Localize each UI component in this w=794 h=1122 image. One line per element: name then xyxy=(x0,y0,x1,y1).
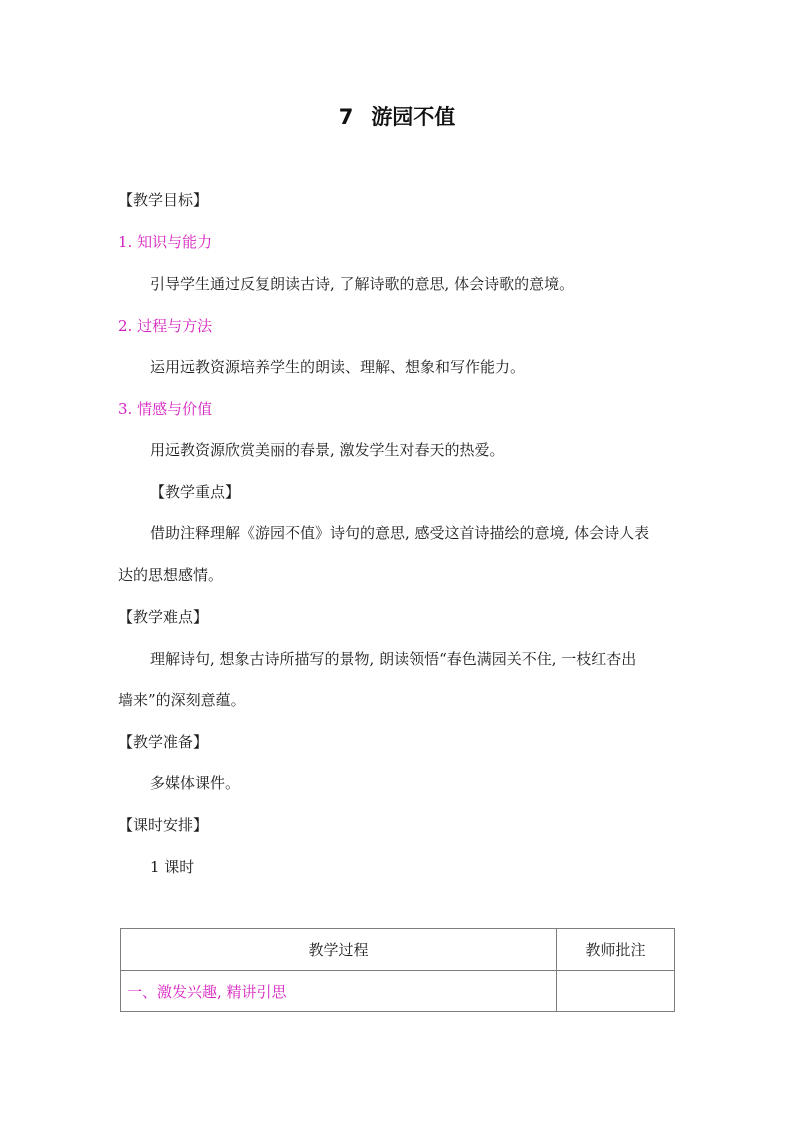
key-points-heading: 【教学重点】 xyxy=(150,483,241,501)
objectives-heading: 【教学目标】 xyxy=(118,191,209,209)
objective-3-title: 3. 情感与价值 xyxy=(118,400,213,418)
difficulties-text-line2: 墙来”的深刻意蕴。 xyxy=(118,691,246,709)
difficulties-heading: 【教学难点】 xyxy=(118,608,209,626)
schedule-text: 1 课时 xyxy=(150,858,195,876)
preparation-heading: 【教学准备】 xyxy=(118,733,209,751)
table-cell-step: 一、激发兴趣, 精讲引思 xyxy=(121,971,557,1012)
table-header-process: 教学过程 xyxy=(121,929,557,971)
difficulties-text-line1: 理解诗句, 想象古诗所描写的景物, 朗读领悟“春色满园关不住, 一枝红杏出 xyxy=(150,650,637,668)
objective-2-title: 2. 过程与方法 xyxy=(118,317,213,335)
lesson-title: 游园不值 xyxy=(371,105,456,129)
objective-3-text: 用远教资源欣赏美丽的春景, 激发学生对春天的热爱。 xyxy=(150,441,505,459)
objective-1-text: 引导学生通过反复朗读古诗, 了解诗歌的意思, 体会诗歌的意境。 xyxy=(150,275,575,293)
teaching-process-table xyxy=(120,928,675,1012)
table-header-row xyxy=(121,929,675,971)
lesson-number: 7 xyxy=(338,105,354,129)
table-row xyxy=(121,971,675,1012)
key-points-text-line2: 达的思想感情。 xyxy=(118,566,224,584)
objective-1-title: 1. 知识与能力 xyxy=(118,233,213,251)
page-title xyxy=(0,102,794,132)
preparation-text: 多媒体课件。 xyxy=(150,774,241,792)
table-header-notes: 教师批注 xyxy=(557,929,675,971)
key-points-text-line1: 借助注释理解《游园不值》诗句的意思, 感受这首诗描绘的意境, 体会诗人表 xyxy=(150,524,650,542)
table-cell-notes xyxy=(557,971,675,1012)
objective-2-text: 运用远教资源培养学生的朗读、理解、想象和写作能力。 xyxy=(150,358,526,376)
schedule-heading: 【课时安排】 xyxy=(118,816,209,834)
